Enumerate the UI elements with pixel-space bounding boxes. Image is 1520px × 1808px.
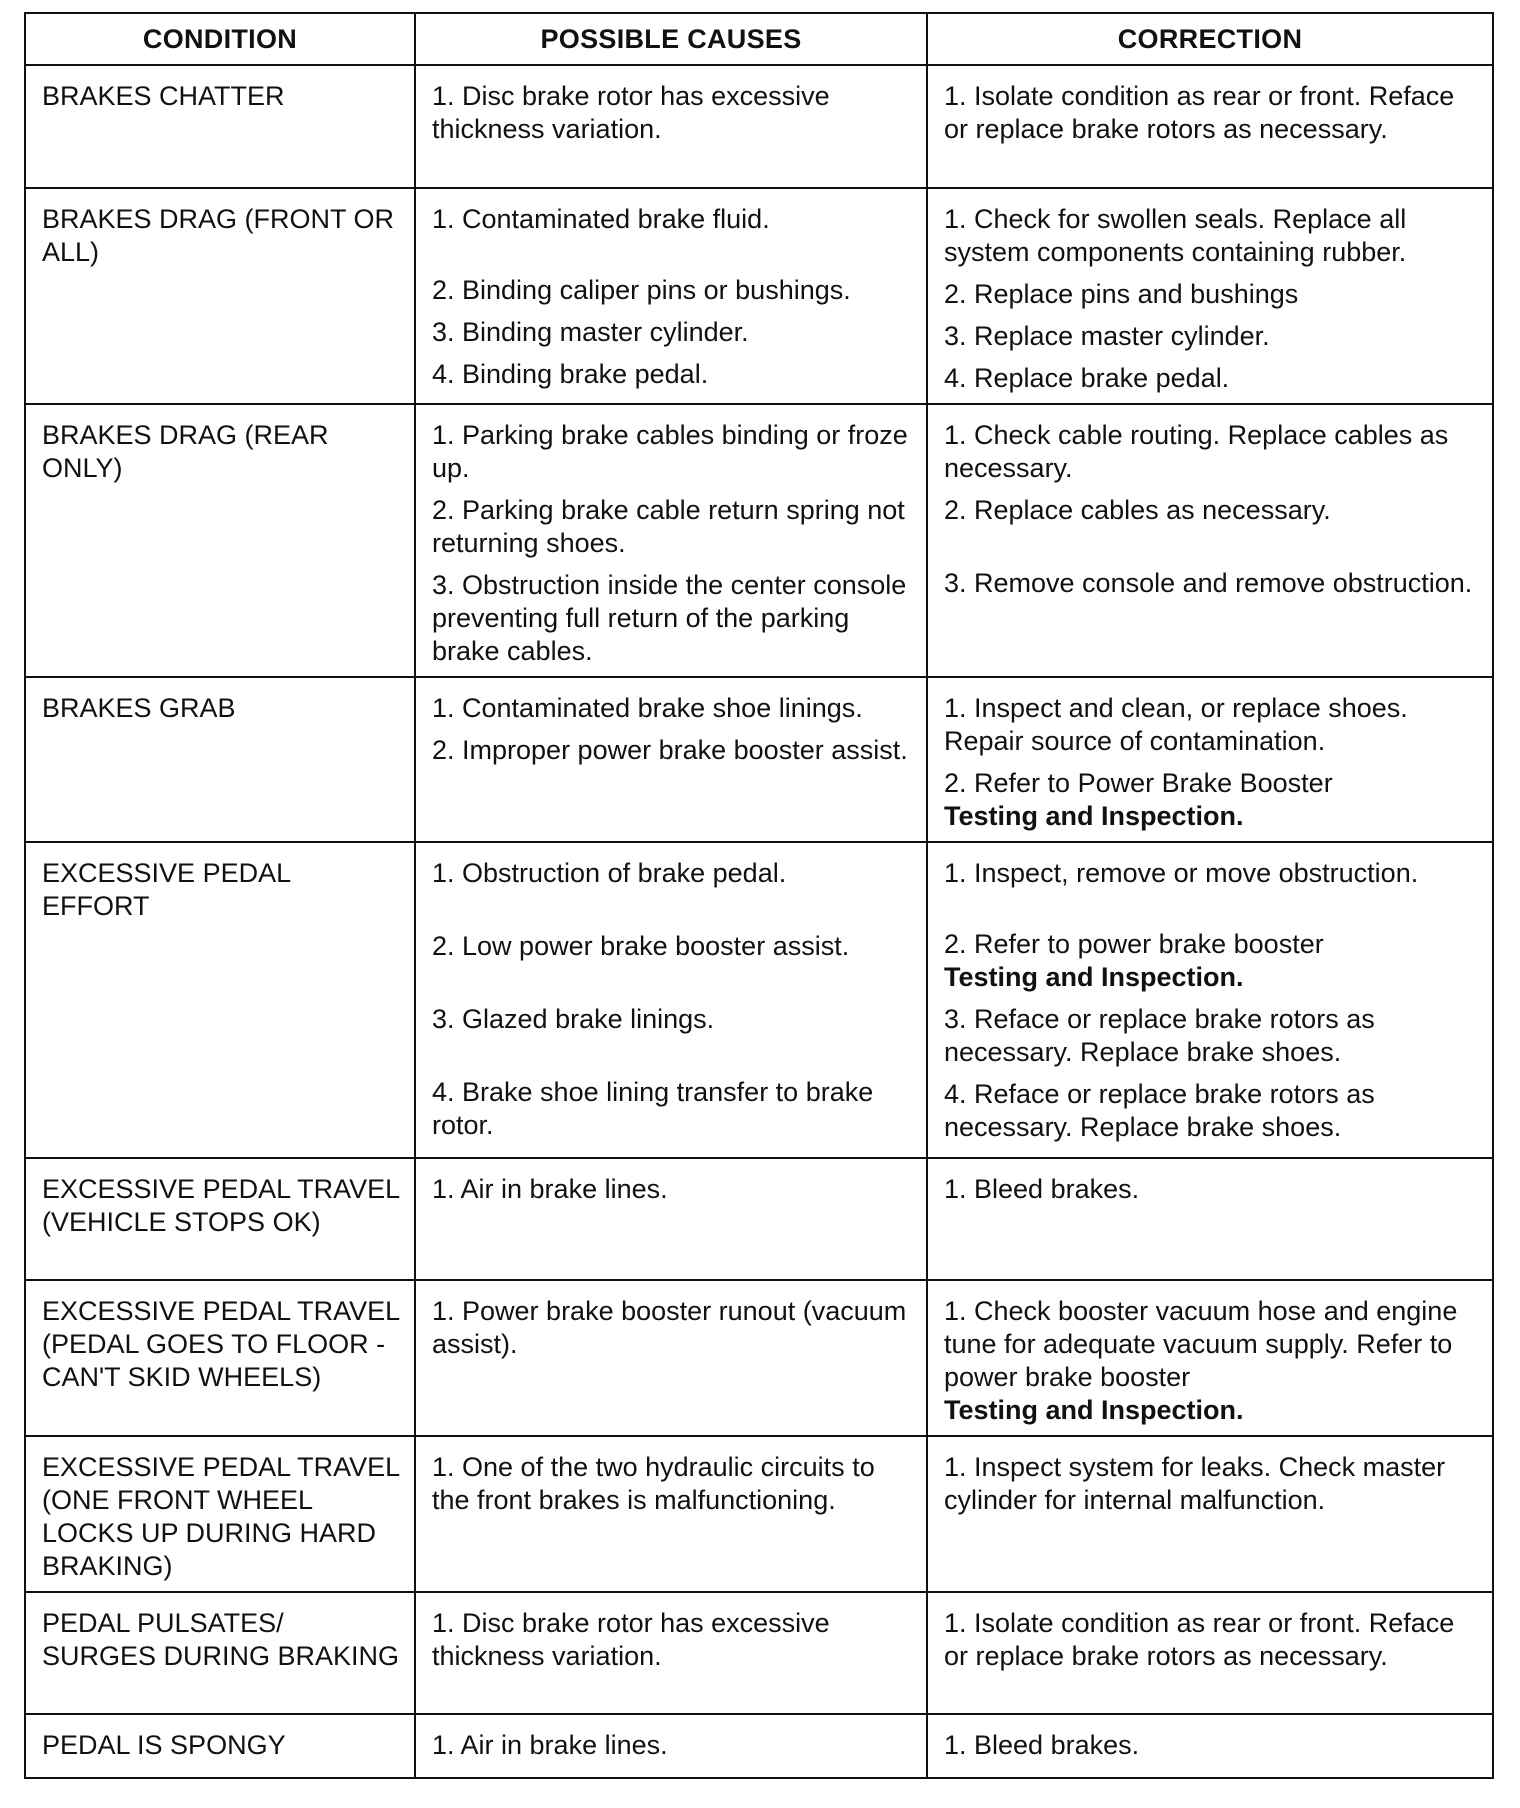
cause-item: 1. One of the two hydraulic circuits to the front brakes is malfunctioning. xyxy=(432,1452,875,1515)
condition-cell: PEDAL PULSATES/ SURGES DURING BRAKING xyxy=(25,1592,415,1714)
correction-text: 1. Inspect, remove or move obstruction. xyxy=(944,858,1419,888)
correction-item xyxy=(944,278,1482,311)
cause-item: 2. Improper power brake booster assist. xyxy=(432,735,908,765)
condition-cell: EXCESSIVE PEDAL TRAVEL (VEHICLE STOPS OK) xyxy=(25,1158,415,1280)
possible-causes-cell xyxy=(415,1158,927,1280)
condition-cell: PEDAL IS SPONGY xyxy=(25,1714,415,1778)
cause-item: 3. Binding master cylinder. xyxy=(432,317,749,347)
correction-cell xyxy=(927,188,1493,404)
correction-item xyxy=(944,1607,1482,1673)
testing-inspection-reference: Testing and Inspection. xyxy=(944,801,1244,831)
cause-item: 1. Air in brake lines. xyxy=(432,1730,668,1760)
correction-cell xyxy=(927,842,1493,1158)
correction-text: 2. Replace pins and bushings xyxy=(944,279,1299,309)
correction-text: 3. Remove console and remove obstruction. xyxy=(944,568,1473,598)
table-row xyxy=(25,1714,1493,1778)
condition-cell: BRAKES DRAG (FRONT OR ALL) xyxy=(25,188,415,404)
table-row xyxy=(25,65,1493,188)
correction-text: 2. Refer to Power Brake Booster xyxy=(944,768,1333,798)
cause-item: 2. Binding caliper pins or bushings. xyxy=(432,275,851,305)
correction-item xyxy=(944,203,1482,269)
correction-item xyxy=(944,567,1482,600)
correction-text: 1. Bleed brakes. xyxy=(944,1730,1140,1760)
cause-item: 2. Parking brake cable return spring not returning shoes. xyxy=(432,495,905,558)
table-row xyxy=(25,1158,1493,1280)
correction-text: 1. Isolate condition as rear or front. Reface or replace brake rotors as necessary. xyxy=(944,1608,1455,1671)
cause-item: 1. Disc brake rotor has excessive thickness variation. xyxy=(432,81,830,144)
cause-item: 3. Glazed brake linings. xyxy=(432,1004,715,1034)
correction-cell xyxy=(927,1714,1493,1778)
condition-cell: EXCESSIVE PEDAL TRAVEL (ONE FRONT WHEEL LOCKS UP DURING HARD BRAKING) xyxy=(25,1436,415,1592)
correction-text: 3. Replace master cylinder. xyxy=(944,321,1270,351)
correction-cell xyxy=(927,677,1493,842)
possible-causes-cell xyxy=(415,404,927,677)
correction-text: 1. Check cable routing. Replace cables as necessary. xyxy=(944,420,1449,483)
table-row xyxy=(25,842,1493,1158)
possible-causes-cell xyxy=(415,1714,927,1778)
correction-item xyxy=(944,80,1482,146)
correction-item xyxy=(944,928,1482,994)
testing-inspection-reference: Testing and Inspection. xyxy=(944,962,1244,992)
correction-cell xyxy=(927,1436,1493,1592)
testing-inspection-reference: Testing and Inspection. xyxy=(944,1395,1244,1425)
possible-causes-cell xyxy=(415,65,927,188)
correction-item xyxy=(944,1173,1482,1206)
correction-cell xyxy=(927,1158,1493,1280)
correction-cell xyxy=(927,65,1493,188)
correction-text: 1. Bleed brakes. xyxy=(944,1174,1140,1204)
diagnosis-table-sheet xyxy=(24,12,1492,1779)
correction-item xyxy=(944,1729,1482,1762)
correction-text: 1. Check booster vacuum hose and engine tune for adequate vacuum supply. Refer to power brake booster xyxy=(944,1296,1458,1392)
correction-item xyxy=(944,494,1482,527)
table-body xyxy=(25,65,1493,1778)
cause-item: 1. Power brake booster runout (vacuum assist). xyxy=(432,1296,907,1359)
correction-text: 1. Check for swollen seals. Replace all system components containing rubber. xyxy=(944,204,1407,267)
condition-cell: BRAKES GRAB xyxy=(25,677,415,842)
correction-text: 4. Reface or replace brake rotors as necessary. Replace brake shoes. xyxy=(944,1079,1375,1142)
correction-cell xyxy=(927,1280,1493,1436)
cause-item: 4. Brake shoe lining transfer to brake rotor. xyxy=(432,1077,874,1140)
correction-text: 1. Inspect system for leaks. Check master cylinder for internal malfunction. xyxy=(944,1452,1446,1515)
header-correction: CORRECTION xyxy=(927,13,1493,65)
cause-item: 1. Disc brake rotor has excessive thickness variation. xyxy=(432,1608,830,1671)
header-condition: CONDITION xyxy=(25,13,415,65)
header-possible-causes: POSSIBLE CAUSES xyxy=(415,13,927,65)
correction-item xyxy=(944,320,1482,353)
table-row xyxy=(25,404,1493,677)
correction-text: 1. Inspect and clean, or replace shoes. Repair source of contamination. xyxy=(944,693,1408,756)
correction-item xyxy=(944,419,1482,485)
possible-causes-cell xyxy=(415,1280,927,1436)
possible-causes-cell xyxy=(415,188,927,404)
correction-cell xyxy=(927,404,1493,677)
possible-causes-cell xyxy=(415,842,927,1158)
correction-text: 2. Replace cables as necessary. xyxy=(944,495,1331,525)
table-row xyxy=(25,677,1493,842)
cause-item: 1. Obstruction of brake pedal. xyxy=(432,858,787,888)
correction-cell xyxy=(927,1592,1493,1714)
table-row xyxy=(25,1436,1493,1592)
cause-item: 2. Low power brake booster assist. xyxy=(432,931,850,961)
correction-item xyxy=(944,1295,1482,1427)
condition-cell: EXCESSIVE PEDAL TRAVEL (PEDAL GOES TO FLOOR - CAN'T SKID WHEELS) xyxy=(25,1280,415,1436)
condition-cell: BRAKES DRAG (REAR ONLY) xyxy=(25,404,415,677)
correction-item xyxy=(944,767,1482,833)
correction-item xyxy=(944,1451,1482,1517)
brake-diagnosis-table xyxy=(24,12,1494,1779)
cause-item: 1. Contaminated brake fluid. xyxy=(432,204,770,234)
table-row xyxy=(25,1280,1493,1436)
correction-item xyxy=(944,1078,1482,1144)
cause-item: 1. Parking brake cables binding or froze up. xyxy=(432,420,908,483)
cause-item: 1. Contaminated brake shoe linings. xyxy=(432,693,863,723)
table-row xyxy=(25,1592,1493,1714)
correction-item xyxy=(944,692,1482,758)
condition-cell: BRAKES CHATTER xyxy=(25,65,415,188)
correction-item xyxy=(944,362,1482,395)
correction-item xyxy=(944,857,1482,890)
table-row xyxy=(25,188,1493,404)
correction-text: 4. Replace brake pedal. xyxy=(944,363,1230,393)
possible-causes-cell xyxy=(415,1592,927,1714)
correction-text: 1. Isolate condition as rear or front. Reface or replace brake rotors as necessary. xyxy=(944,81,1455,144)
correction-item xyxy=(944,1003,1482,1069)
cause-item: 1. Air in brake lines. xyxy=(432,1174,668,1204)
cause-item: 4. Binding brake pedal. xyxy=(432,359,709,389)
possible-causes-cell xyxy=(415,677,927,842)
possible-causes-cell xyxy=(415,1436,927,1592)
correction-text: 2. Refer to power brake booster xyxy=(944,929,1324,959)
condition-cell: EXCESSIVE PEDAL EFFORT xyxy=(25,842,415,1158)
header-row xyxy=(25,13,1493,65)
cause-item: 3. Obstruction inside the center console preventing full return of the parking brake cables. xyxy=(432,570,907,666)
correction-text: 3. Reface or replace brake rotors as necessary. Replace brake shoes. xyxy=(944,1004,1375,1067)
